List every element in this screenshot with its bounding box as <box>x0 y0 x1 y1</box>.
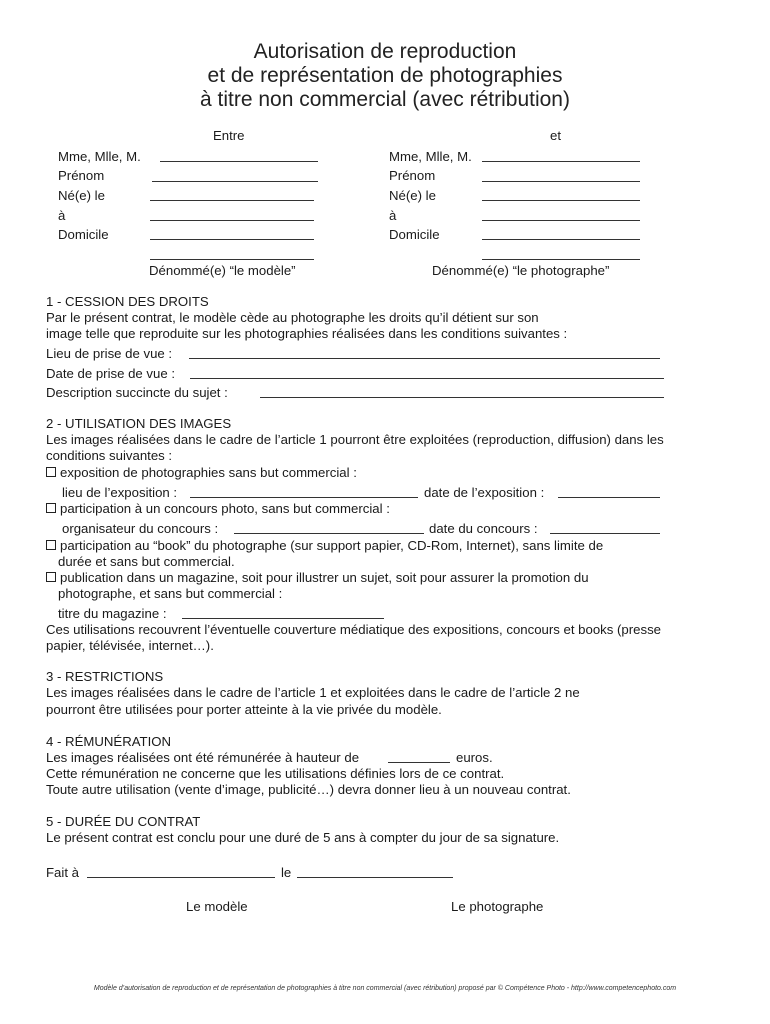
contest-organizer-line[interactable] <box>234 522 424 534</box>
section2-intro-1: Les images réalisées dans le cadre de l’article 1 pourront être exploitées (reproduction, diffusion) dans les <box>46 432 664 447</box>
right-birthplace-line[interactable] <box>482 209 640 221</box>
contest-date-line[interactable] <box>550 522 660 534</box>
right-address-line-2[interactable] <box>482 248 640 260</box>
option-exhibition[interactable] <box>46 465 357 481</box>
title-line-1: Autorisation de reproduction <box>253 40 517 63</box>
section3-heading: 3 - RESTRICTIONS <box>46 669 164 684</box>
section3-text-2: pourront être utilisées pour porter atteinte à la vie privée du modèle. <box>46 702 442 717</box>
left-firstname-line[interactable] <box>152 170 318 182</box>
footer-credit: Modèle d’autorisation de reproduction et de représentation de photographies à titre non commercial (avec rétribution) proposé par © Compétence Photo - http://www.competencephoto.com <box>93 985 677 992</box>
exhibition-date-label: date de l’exposition : <box>424 485 545 500</box>
option-exhibition-label: exposition de photographies sans but commercial : <box>60 465 357 480</box>
exhibition-location-label: lieu de l’exposition : <box>62 485 178 500</box>
fait-a-label: Fait à <box>46 865 79 880</box>
right-field-firstname: Prénom <box>389 168 436 183</box>
left-designation: Dénommé(e) “le modèle” <box>149 263 296 278</box>
section2-intro-2: conditions suivantes : <box>46 448 173 463</box>
left-birthplace-line[interactable] <box>150 209 314 221</box>
date-line[interactable] <box>190 367 664 379</box>
section1-field-description: Description succincte du sujet : <box>46 385 228 400</box>
section1-heading: 1 - CESSION DES DROITS <box>46 294 209 309</box>
right-field-birthplace: à <box>389 208 397 223</box>
signature-model: Le modèle <box>186 899 248 914</box>
section2-heading: 2 - UTILISATION DES IMAGES <box>46 416 232 431</box>
place-line[interactable] <box>87 866 275 878</box>
checkbox-magazine[interactable] <box>46 572 56 582</box>
left-name-line[interactable] <box>160 150 318 162</box>
left-field-birthdate: Né(e) le <box>58 188 105 203</box>
checkbox-book[interactable] <box>46 540 56 550</box>
section2-outro-2: papier, télévisée, internet…). <box>46 638 214 653</box>
magazine-title-label: titre du magazine : <box>58 606 167 621</box>
left-field-firstname: Prénom <box>58 168 105 183</box>
right-field-birthdate: Né(e) le <box>389 188 436 203</box>
section1-text-1: Par le présent contrat, le modèle cède au photographe les droits qu’il détient sur son <box>46 310 539 325</box>
section4-text-2: Cette rémunération ne concerne que les utilisations définies lors de ce contrat. <box>46 766 505 781</box>
left-address-line-1[interactable] <box>150 228 314 240</box>
right-field-address: Domicile <box>389 227 440 242</box>
option-magazine-label: publication dans un magazine, soit pour illustrer un sujet, soit pour assurer la promotion du <box>60 570 589 585</box>
section5-heading: 5 - DURÉE DU CONTRAT <box>46 814 201 829</box>
left-field-name: Mme, Mlle, M. <box>58 149 141 164</box>
checkbox-contest[interactable] <box>46 503 56 513</box>
exhibition-location-line[interactable] <box>190 486 418 498</box>
le-label: le <box>281 865 292 880</box>
title-line-2: et de représentation de photographies <box>207 64 563 87</box>
left-field-birthplace: à <box>58 208 66 223</box>
magazine-title-line[interactable] <box>182 607 384 619</box>
description-line[interactable] <box>260 386 664 398</box>
right-address-line-1[interactable] <box>482 228 640 240</box>
checkbox-exhibition[interactable] <box>46 467 56 477</box>
right-designation: Dénommé(e) “le photographe” <box>432 263 610 278</box>
left-heading: Entre <box>213 128 245 143</box>
option-book[interactable] <box>46 538 603 554</box>
section1-text-2: image telle que reproduite sur les photographies réalisées dans les conditions suivantes : <box>46 326 568 341</box>
right-birthdate-line[interactable] <box>482 189 640 201</box>
left-field-address: Domicile <box>58 227 109 242</box>
section4-text-1a: Les images réalisées ont été rémunérée à hauteur de <box>46 750 360 765</box>
right-field-name: Mme, Mlle, M. <box>389 149 472 164</box>
option-contest[interactable] <box>46 501 390 517</box>
option-contest-label: participation à un concours photo, sans but commercial : <box>60 501 390 516</box>
right-name-line[interactable] <box>482 150 640 162</box>
option-magazine[interactable] <box>46 570 589 586</box>
section4-text-3: Toute autre utilisation (vente d’image, publicité…) devra donner lieu à un nouveau contrat. <box>46 782 571 797</box>
left-address-line-2[interactable] <box>150 248 314 260</box>
option-book-label: participation au “book” du photographe (sur support papier, CD-Rom, Internet), sans limite de <box>60 538 604 553</box>
section1-field-date: Date de prise de vue : <box>46 366 176 381</box>
section5-text-1: Le présent contrat est conclu pour une duré de 5 ans à compter du jour de sa signature. <box>46 830 560 845</box>
left-birthdate-line[interactable] <box>150 189 314 201</box>
section1-field-location: Lieu de prise de vue : <box>46 346 173 361</box>
section4-text-1b: euros. <box>456 750 493 765</box>
contest-date-label: date du concours : <box>429 521 538 536</box>
signature-photographer: Le photographe <box>451 899 544 914</box>
right-heading: et <box>550 128 561 143</box>
contest-organizer-label: organisateur du concours : <box>62 521 219 536</box>
exhibition-date-line[interactable] <box>558 486 660 498</box>
section3-text-1: Les images réalisées dans le cadre de l’article 1 et exploitées dans le cadre de l’article 2 ne <box>46 685 580 700</box>
date-signature-line[interactable] <box>297 866 453 878</box>
right-firstname-line[interactable] <box>482 170 640 182</box>
location-line[interactable] <box>189 347 660 359</box>
section4-heading: 4 - RÉMUNÉRATION <box>46 734 172 749</box>
title-line-3: à titre non commercial (avec rétribution) <box>200 88 570 111</box>
option-book-label-2: durée et sans but commercial. <box>58 554 235 569</box>
amount-line[interactable] <box>388 751 450 763</box>
option-magazine-label-2: photographe, et sans but commercial : <box>58 586 283 601</box>
section2-outro-1: Ces utilisations recouvrent l’éventuelle couverture médiatique des expositions, concours et books (presse <box>46 622 662 637</box>
